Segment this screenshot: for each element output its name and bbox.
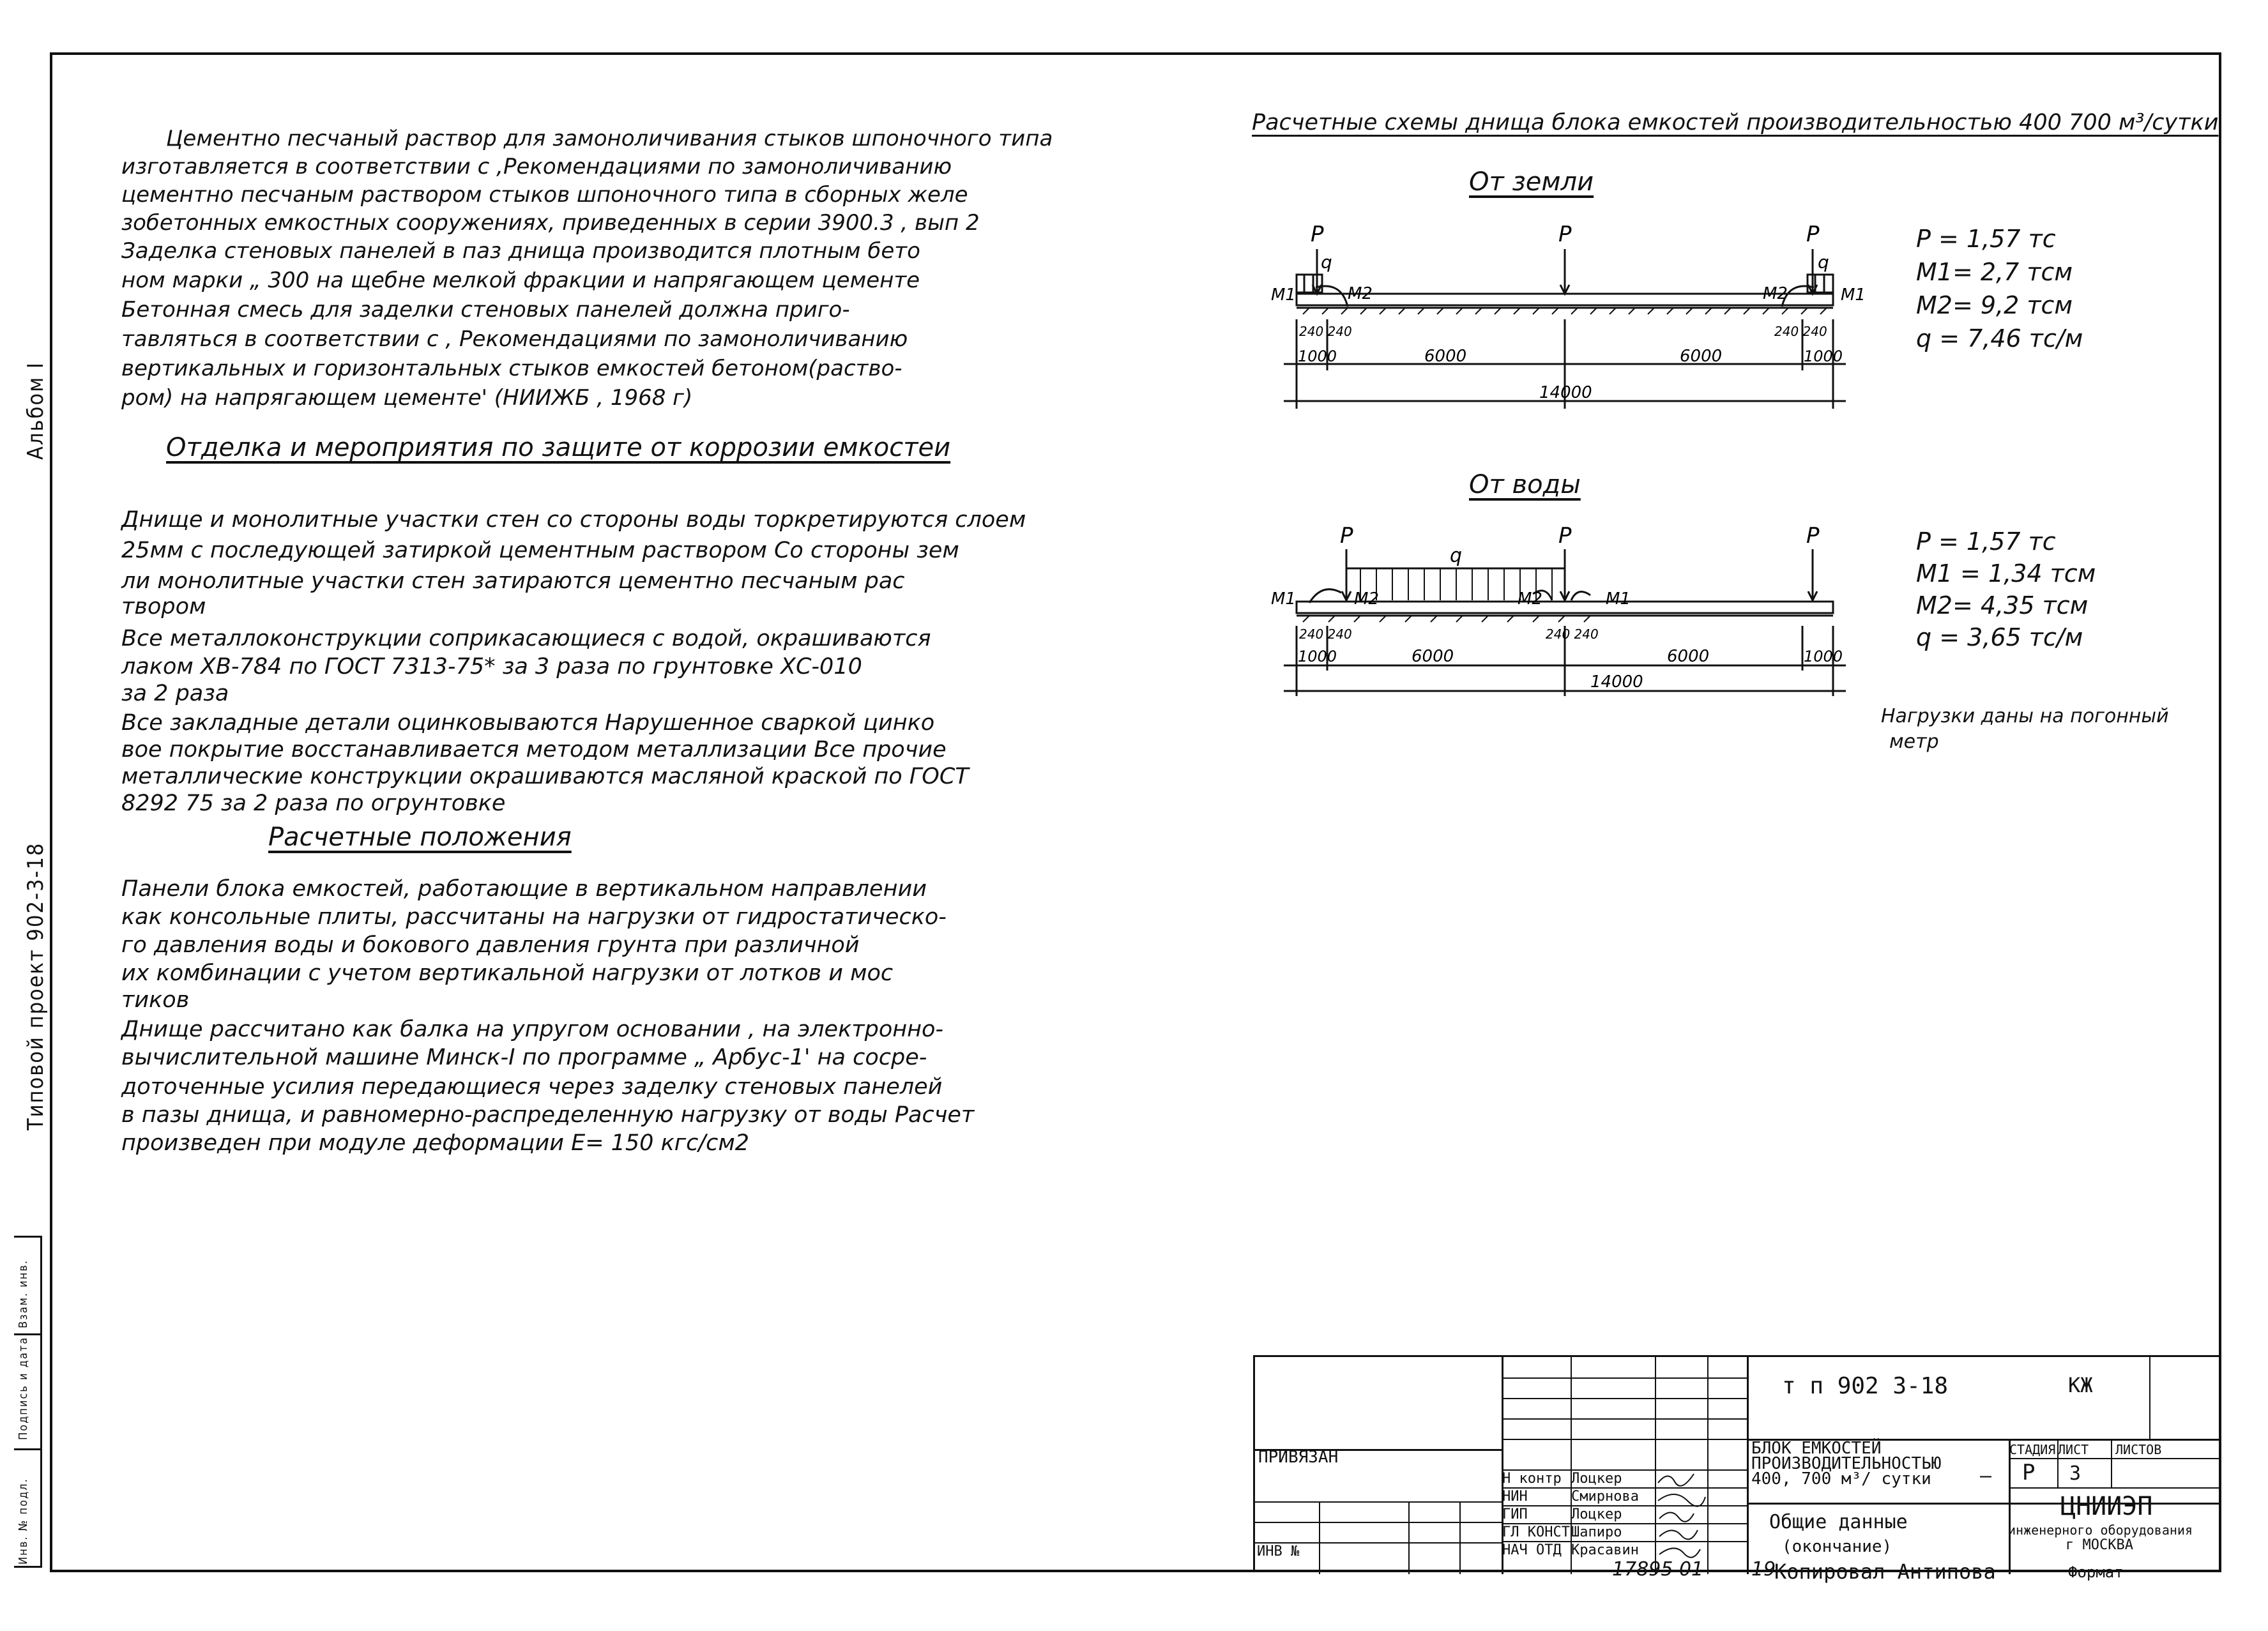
scheme2-P: P = 1,57 тс [1916,527,2056,556]
dim-1000-right: 1000 [1804,648,1843,665]
org-name: ЦНИИЭП [2060,1492,2153,1521]
text-line: их комбинации с учетом вертикальной нагрузки от лотков и мос [121,960,894,986]
text-line: ли монолитные участки стен затираются цементно песчаным рас [121,568,905,594]
text-line: тавляться в соответствии с , Рекомендациями по замоноличиванию [121,326,908,352]
dim-6000-left: 6000 [1412,647,1454,666]
text-line: за 2 раза [121,681,229,706]
label-P-left: P [1311,222,1324,247]
scheme2-q: q = 3,65 тс/м [1916,623,2083,651]
label-P-mid: P [1558,222,1572,247]
project-code: т п 902 3-18 [1782,1373,1949,1399]
dim-1000-left: 1000 [1298,347,1337,365]
label-M1-left: M1 [1271,285,1296,305]
label-P-right: P [1806,524,1820,549]
format-label: Формат [2068,1563,2124,1581]
object-dash: — [1980,1465,1992,1487]
scheme1-P: P = 1,57 тс [1916,225,2056,253]
label-M1-left: M1 [1271,589,1296,609]
dim-240-mid: 240 240 [1546,626,1599,642]
text-line: металлические конструкции окрашиваются масляной краской по ГОСТ [121,764,969,789]
label-M1-mid: M1 [1606,589,1631,609]
sheet-title-line1: Общие данные [1769,1511,1908,1533]
stage-header: СТАДИЯ [2009,1442,2056,1457]
object-line1: БЛОК ЕМКОСТЕЙ [1751,1439,1882,1458]
stamp-sign-date: Подпись и дата [17,1336,30,1440]
stamp-replace-inv: Взам. инв. [17,1259,30,1328]
org-city: г МОСКВА [2066,1537,2133,1553]
label-P-right: P [1806,222,1820,247]
label-M2-mid: M2 [1518,589,1542,609]
archive-sheet: 19 [1751,1558,1776,1581]
dim-6000-left: 6000 [1424,347,1467,366]
object-line3: 400, 700 м³/ сутки [1751,1469,1931,1489]
org-subtitle: инженерного оборудования [2008,1522,2193,1538]
dim-240-right: 240 240 [1774,324,1827,339]
label-q-right: q [1818,252,1829,273]
text-line: Бетонная смесь для заделки стеновых панелей должна приго- [121,297,850,322]
text-line: изготавляется в соответствии с ,Рекомендациями по замоноличиванию [121,154,952,179]
role-nin: НИН [1502,1489,1528,1505]
text-line: Все закладные детали оцинковываются Нарушенное сваркой цинко [121,710,935,736]
scheme2-title: От воды [1469,470,1581,499]
text-line: 8292 75 за 2 раза по огрунтовке [121,791,506,816]
text-line: цементно песчаным раствором стыков шпоночного типа в сборных желе [121,182,968,208]
scheme2-M1: M1 = 1,34 тсм [1916,559,2096,588]
text-line: Заделка стеновых панелей в паз днища производится плотным бето [121,238,920,264]
text-line: произведен при модуле деформации E= 150 кгс/см2 [121,1130,750,1156]
project-label: Типовой проект 902-3-18 [23,842,49,1130]
label-M1-right: M1 [1841,285,1866,305]
name-lotsker-2: Лоцкер [1571,1506,1622,1522]
role-chief-constructor: ГЛ КОНСТ [1502,1524,1570,1540]
scheme1-q: q = 7,46 тс/м [1916,324,2083,353]
role-normcontrol: Н контр [1502,1471,1562,1487]
text-line: вое покрытие восстанавливается методом металлизации Все прочие [121,737,947,762]
text-line: Цементно песчаный раствор для замоноличивания стыков шпоночного типа [166,126,1053,151]
text-line: Панели блока емкостей, работающие в вертикальном направлении [121,876,927,902]
heading-corrosion: Отделка и мероприятия по защите от коррозии емкостеи [166,433,951,462]
text-line: как консольные плиты, рассчитаны на нагрузки от гидростатическо- [121,904,947,930]
signatures [1655,1469,1707,1561]
load-note-line2: метр [1889,731,1939,753]
role-head-dept: НАЧ ОТД [1502,1542,1562,1558]
role-gip: ГИП [1502,1506,1528,1522]
name-lotsker-1: Лоцкер [1571,1471,1622,1487]
label-q-left: q [1321,252,1332,273]
label-M2-right: M2 [1763,284,1788,303]
label-M2-left: M2 [1354,589,1379,609]
stage-value: Р [2022,1460,2036,1485]
schemes-title: Расчетные схемы днища блока емкостей производительностью 400 700 м³/сутки [1252,110,2219,135]
label-P-left: P [1340,524,1353,549]
name-shapiro: Шапиро [1571,1524,1622,1540]
scheme1-M1: M1= 2,7 тсм [1916,258,2073,286]
archive-number: 17895 01 [1612,1558,1704,1581]
scheme2-M2: M2= 4,35 тсм [1916,591,2089,619]
text-line: ром) на напрягающем цементе' (НИИЖБ , 1968 г) [121,385,693,411]
label-q: q [1450,545,1463,567]
album-label: Альбом I [23,361,49,460]
text-line: доточенные усилия передающиеся через заделку стеновых панелей [121,1074,943,1100]
dim-1000-left: 1000 [1298,648,1337,665]
text-line: го давления воды и бокового давления грунта при различной [121,932,860,958]
privyazan-label: ПРИВЯЗАН [1258,1448,1339,1467]
scheme-from-ground [1271,217,1871,434]
sheets-header: ЛИСТОВ [2115,1442,2162,1457]
text-line: Днище и монолитные участки стен со стороны воды торкретируются слоем [121,507,1026,533]
name-krasavin: Красавин [1571,1542,1639,1558]
copied-by: Копировал Антипова [1774,1559,1996,1584]
text-line: вычислительной машине Минск-I по программе „ Арбус-1' на сосре- [121,1045,927,1070]
sheet-value: 3 [2069,1462,2082,1485]
dim-240-left: 240 240 [1299,626,1352,642]
heading-calculation: Расчетные положения [268,823,572,852]
label-P-mid: P [1558,524,1572,549]
text-line: тиков [121,987,190,1013]
sheet-header: ЛИСТ [2058,1442,2089,1457]
label-M2-left: M2 [1348,284,1373,303]
dim-14000: 14000 [1539,383,1592,402]
dim-6000-right: 6000 [1680,347,1723,366]
text-line: лаком ХВ-784 по ГОСТ 7313-75* за 3 раза по грунтовке ХС-010 [121,654,862,679]
text-line: Днище рассчитано как балка на упругом основании , на электронно- [121,1017,944,1042]
drawing-mark: КЖ [2068,1373,2093,1397]
dim-1000-right: 1000 [1804,347,1843,365]
text-line: 25мм с последующей затиркой цементным раствором Со стороны зем [121,538,959,563]
text-line: твором [121,594,206,619]
scheme1-title: От земли [1469,167,1594,197]
sheet-title-line2: (окончание) [1782,1537,1892,1556]
scheme1-M2: M2= 9,2 тсм [1916,291,2073,319]
dim-6000-right: 6000 [1667,647,1710,666]
text-line: ном марки „ 300 на щебне мелкой фракции и напрягающем цементе [121,268,920,293]
text-line: Все металлоконструкции соприкасающиеся с водой, окрашиваются [121,626,931,651]
dim-14000: 14000 [1590,672,1643,692]
inv-label: ИНВ № [1257,1544,1300,1559]
stamp-inv-no: Инв. № подл. [17,1478,30,1565]
dim-240-left: 240 240 [1299,324,1352,339]
name-smirnova: Смирнова [1571,1489,1639,1505]
text-line: в пазы днища, и равномерно-распределенную нагрузку от воды Расчет [121,1102,975,1128]
text-line: зобетонных емкостных сооружениях, приведенных в серии 3900.3 , вып 2 [121,210,980,236]
load-note-line1: Нагрузки даны на погонный [1881,705,2169,727]
text-line: вертикальных и горизонтальных стыков емкостей бетоном(раство- [121,356,902,381]
object-line2: ПРОИЗВОДИТЕЛЬНОСТЬЮ [1751,1454,1942,1473]
scheme-from-water [1271,524,1871,715]
